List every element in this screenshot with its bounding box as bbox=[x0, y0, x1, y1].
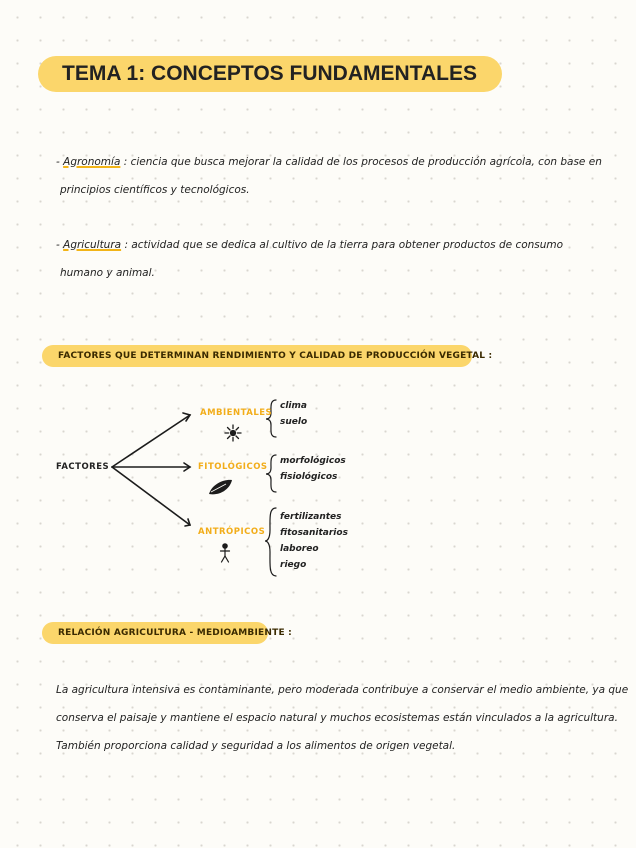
branch-label-fitologicos: FITOLÓGICOS bbox=[198, 462, 268, 472]
definition-text: : actividad que se dedica al cultivo de la tierra para obtener productos de consumo bbox=[124, 239, 564, 251]
arrow-antropicos bbox=[112, 467, 190, 525]
brace-fitologicos bbox=[266, 455, 276, 492]
definition-agricultura: - Agricultura : actividad que se dedica al cultivo de la tierra para obtener productos de consumo bbox=[56, 239, 564, 251]
page-title: TEMA 1: CONCEPTOS FUNDAMENTALES bbox=[62, 62, 477, 85]
definition-continuation: principios científicos y tecnológicos. bbox=[60, 184, 250, 196]
factors-heading: FACTORES QUE DETERMINAN RENDIMIENTO Y CALIDAD DE PRODUCCIÓN VEGETAL : bbox=[58, 351, 493, 361]
list-item: laboreo bbox=[280, 544, 319, 554]
list-item: morfológicos bbox=[280, 456, 346, 466]
definition-term: Agricultura bbox=[63, 239, 122, 251]
relation-heading-pill bbox=[42, 622, 292, 644]
definition-agronomia: - Agronomía : ciencia que busca mejorar la calidad de los procesos de producción agrícola, con base en bbox=[56, 156, 602, 168]
person-icon bbox=[221, 544, 230, 562]
branch-items-fitologicos bbox=[280, 453, 346, 485]
definition-term: Agronomía bbox=[63, 156, 121, 168]
brace-antropicos bbox=[265, 508, 276, 576]
list-item: clima bbox=[280, 401, 307, 411]
relation-line: La agricultura intensiva es contaminante, pero moderada contribuye a conservar el medio ambiente, ya que bbox=[56, 684, 629, 696]
branch-label-ambientales: AMBIENTALES bbox=[200, 408, 273, 418]
brace-ambientales bbox=[266, 400, 276, 437]
list-item: riego bbox=[280, 560, 307, 570]
relation-line: También proporciona calidad y seguridad a los alimentos de origen vegetal. bbox=[56, 740, 456, 752]
list-item: fisiológicos bbox=[280, 472, 338, 482]
arrow-ambientales bbox=[112, 415, 190, 467]
list-item: suelo bbox=[280, 417, 308, 427]
leaf-icon bbox=[209, 480, 232, 494]
definition-text: : ciencia que busca mejorar la calidad de los procesos de producción agrícola, con base en bbox=[123, 156, 602, 168]
branch-items-antropicos bbox=[280, 509, 348, 573]
factors-root-label: FACTORES bbox=[56, 462, 110, 472]
definition-continuation: humano y animal. bbox=[60, 267, 155, 279]
list-item: fitosanitarios bbox=[280, 528, 348, 538]
sun-icon bbox=[225, 425, 241, 441]
branch-items-ambientales bbox=[280, 398, 307, 430]
relation-line: conserva el paisaje y mantiene el espacio natural y muchos ecosistemas están vinculados a la agricultura. bbox=[56, 712, 618, 724]
branch-label-antropicos: ANTRÓPICOS bbox=[198, 527, 266, 537]
relation-heading: RELACIÓN AGRICULTURA - MEDIOAMBIENTE : bbox=[58, 628, 292, 638]
list-item: fertilizantes bbox=[280, 512, 342, 522]
